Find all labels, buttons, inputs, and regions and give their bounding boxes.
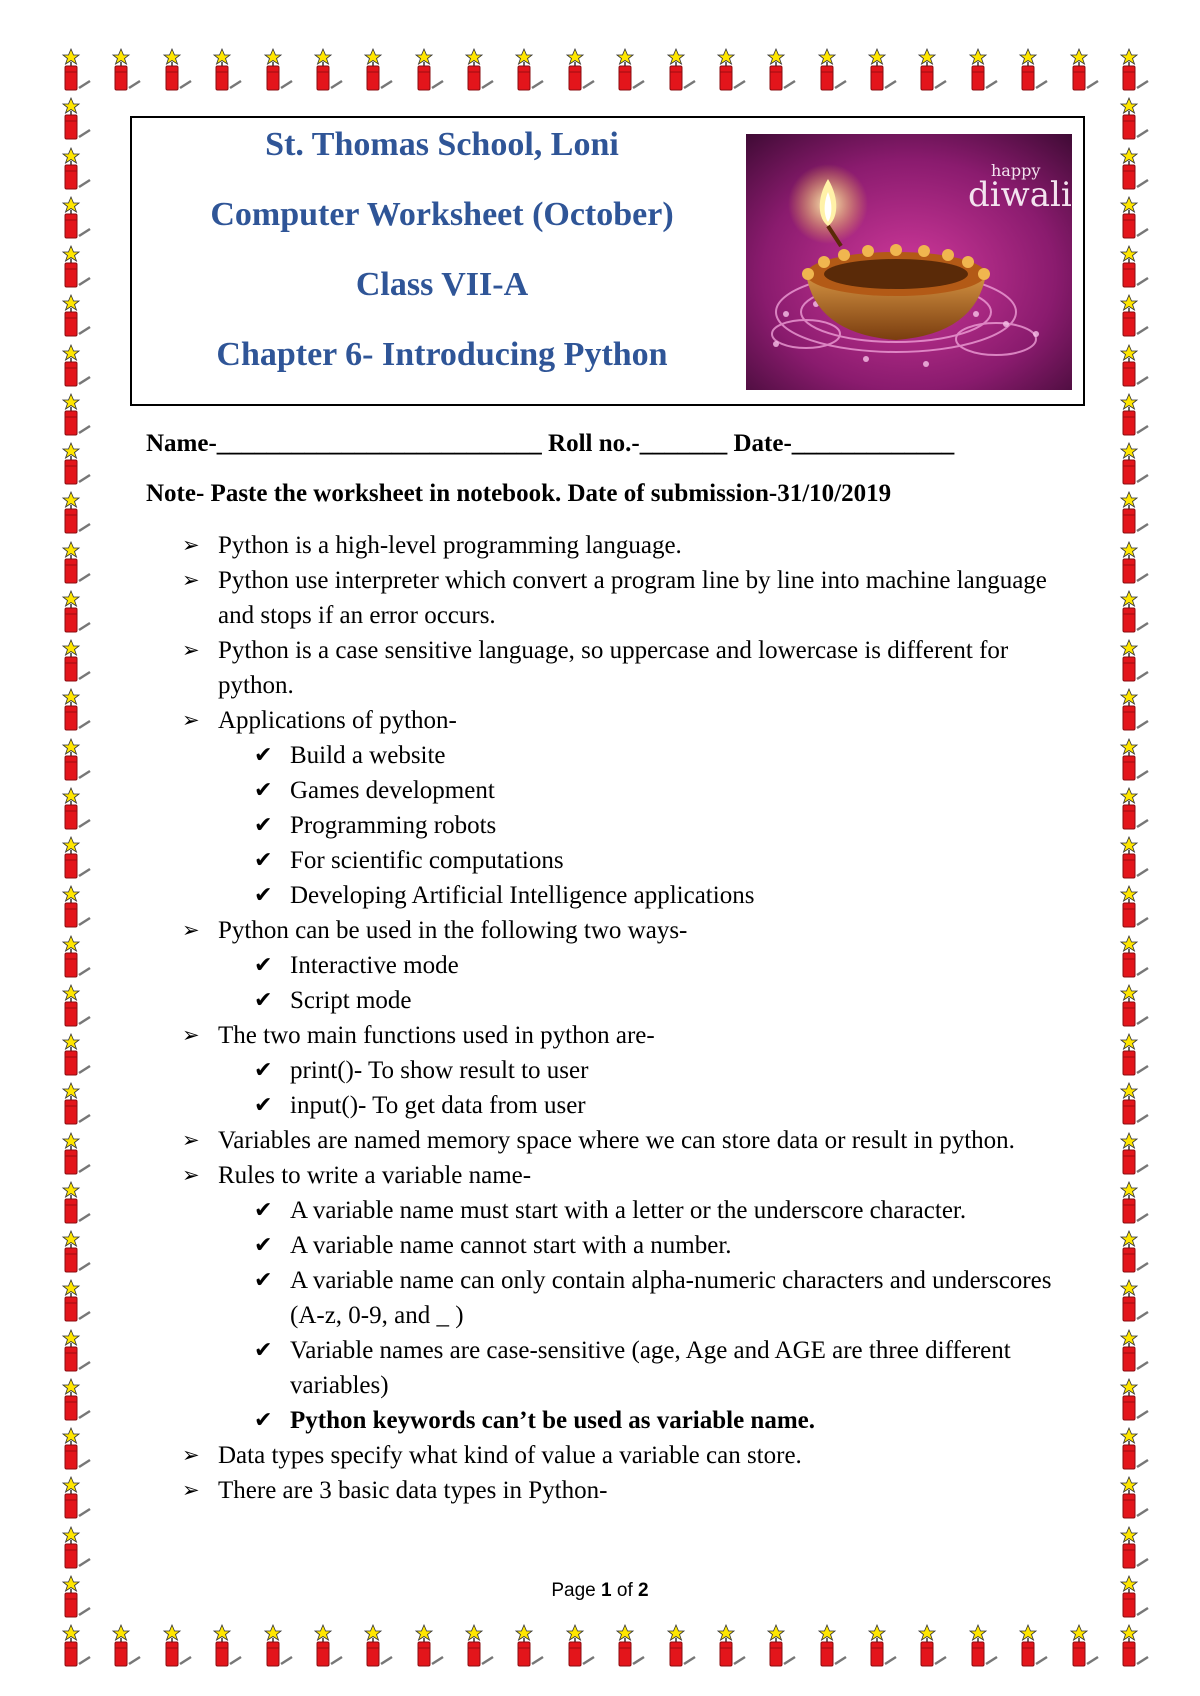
firecracker-icon [564, 1624, 598, 1668]
sub-list-item-text: Python keywords can’t be used as variable name. [290, 1407, 816, 1434]
list-item [182, 1018, 1082, 1053]
list-item [182, 703, 1082, 738]
firecracker-icon [60, 147, 94, 191]
firecracker-icon [765, 1624, 799, 1668]
list-item-text: The two main functions used in python are- [218, 1022, 655, 1049]
firecracker-icon [161, 48, 195, 92]
firecracker-icon [1118, 1476, 1152, 1520]
firecracker-icon [60, 294, 94, 338]
sub-list-item [182, 1228, 1082, 1263]
footer-page-word: Page [551, 1580, 596, 1601]
firecracker-icon [463, 1624, 497, 1668]
checkmark-icon: ✔ [254, 848, 273, 873]
sub-list-item [182, 1333, 1082, 1403]
sub-list-item [182, 738, 1082, 773]
sub-list-item-text: Script mode [290, 987, 412, 1014]
firecracker-icon [866, 48, 900, 92]
image-happy-text: happy [991, 161, 1041, 180]
firecracker-icon [1118, 984, 1152, 1028]
firecracker-icon [60, 1476, 94, 1520]
firecracker-icon [614, 48, 648, 92]
worksheet-title: Computer Worksheet (October) [210, 196, 674, 233]
checkmark-icon: ✔ [254, 1338, 273, 1363]
worksheet-header [130, 116, 1085, 406]
list-item-text: Python is a high-level programming language. [218, 532, 682, 559]
sub-list-item-text: Build a website [290, 742, 446, 769]
sub-list-item-text: print()- To show result to user [290, 1057, 589, 1084]
firecracker-icon [463, 48, 497, 92]
firecracker-icon [1118, 196, 1152, 240]
firecracker-icon [262, 1624, 296, 1668]
sub-list-item-text: Variable names are case-sensitive (age, Age and AGE are three different variables) [290, 1337, 1011, 1399]
sub-list-item-text: Interactive mode [290, 952, 459, 979]
firecracker-icon [1118, 97, 1152, 141]
chapter-title: Chapter 6- Introducing Python [216, 336, 668, 373]
diwali-lamp-image [746, 134, 1072, 390]
list-item [182, 633, 1082, 703]
firecracker-icon [60, 590, 94, 634]
firecracker-icon [362, 1624, 396, 1668]
firecracker-icon [60, 442, 94, 486]
firecracker-icon [413, 48, 447, 92]
firecracker-icon [60, 1033, 94, 1077]
firecracker-icon [60, 688, 94, 732]
firecracker-icon [1118, 147, 1152, 191]
sub-list-item [182, 1053, 1082, 1088]
worksheet-points [182, 528, 1082, 1508]
firecracker-icon [1118, 639, 1152, 683]
firecracker-icon [60, 491, 94, 535]
checkmark-icon: ✔ [254, 883, 273, 908]
firecracker-icon [413, 1624, 447, 1668]
list-item [182, 528, 1082, 563]
checkmark-icon: ✔ [254, 743, 273, 768]
sub-list-item [182, 1403, 1082, 1438]
firecracker-icon [513, 48, 547, 92]
sub-list-item [182, 773, 1082, 808]
checkmark-icon: ✔ [254, 1233, 273, 1258]
checkmark-icon: ✔ [254, 988, 273, 1013]
firecracker-icon [211, 48, 245, 92]
arrow-bullet-icon: ➢ [182, 1128, 200, 1152]
firecracker-icon [1118, 491, 1152, 535]
firecracker-icon [211, 1624, 245, 1668]
list-item [182, 1123, 1082, 1158]
footer-page-number: 1 [601, 1580, 612, 1601]
arrow-bullet-icon: ➢ [182, 918, 200, 942]
firecracker-icon [1118, 787, 1152, 831]
arrow-bullet-icon: ➢ [182, 1443, 200, 1467]
firecracker-icon [60, 1427, 94, 1471]
firecracker-icon [1118, 393, 1152, 437]
firecracker-icon [1118, 1427, 1152, 1471]
firecracker-icon [60, 393, 94, 437]
firecracker-icon [60, 541, 94, 585]
list-item-text: Python is a case sensitive language, so uppercase and lowercase is different for python. [218, 637, 1009, 699]
checkmark-icon: ✔ [254, 1268, 273, 1293]
firecracker-icon [1118, 1378, 1152, 1422]
sub-list-item-text: For scientific computations [290, 847, 564, 874]
checkmark-icon: ✔ [254, 1093, 273, 1118]
firecracker-icon [916, 1624, 950, 1668]
school-name: St. Thomas School, Loni [265, 126, 619, 163]
firecracker-icon [60, 1230, 94, 1274]
firecracker-icon [1118, 294, 1152, 338]
firecracker-icon [1017, 1624, 1051, 1668]
list-item [182, 913, 1082, 948]
name-roll-date-line: Name-__________________________ Roll no.-_______ Date-_____________ [146, 430, 955, 457]
list-item-text: Python can be used in the following two ways- [218, 917, 688, 944]
list-item-text: Applications of python- [218, 707, 457, 734]
sub-list-item [182, 1088, 1082, 1123]
sub-list-item-text: A variable name cannot start with a number. [290, 1232, 732, 1259]
arrow-bullet-icon: ➢ [182, 1478, 200, 1502]
sub-list-item-text: A variable name must start with a letter or the underscore character. [290, 1197, 967, 1224]
arrow-bullet-icon: ➢ [182, 533, 200, 557]
sub-list-item-text: input()- To get data from user [290, 1092, 586, 1119]
arrow-bullet-icon: ➢ [182, 1163, 200, 1187]
firecracker-icon [614, 1624, 648, 1668]
firecracker-icon [1118, 541, 1152, 585]
checkmark-icon: ✔ [254, 1198, 273, 1223]
footer-page-total: 2 [638, 1580, 649, 1601]
firecracker-icon [60, 738, 94, 782]
sub-list-item [182, 1193, 1082, 1228]
firecracker-icon [1118, 1132, 1152, 1176]
sub-list-item [182, 878, 1082, 913]
firecracker-icon [60, 935, 94, 979]
class-name: Class VII-A [355, 266, 529, 303]
submission-note: Note- Paste the worksheet in notebook. Date of submission-31/10/2019 [146, 480, 892, 507]
sub-list-item [182, 843, 1082, 878]
checkmark-icon: ✔ [254, 813, 273, 838]
firecracker-icon [1118, 48, 1152, 92]
list-item [182, 1438, 1082, 1473]
arrow-bullet-icon: ➢ [182, 1023, 200, 1047]
firecracker-icon [60, 1082, 94, 1126]
firecracker-icon [60, 836, 94, 880]
firecracker-icon [1118, 344, 1152, 388]
firecracker-icon [765, 48, 799, 92]
firecracker-icon [1118, 590, 1152, 634]
firecracker-icon [1118, 1181, 1152, 1225]
checkmark-icon: ✔ [254, 1408, 273, 1433]
list-item [182, 1158, 1082, 1193]
list-item-text: Python use interpreter which convert a program line by line into machine language and stops if an error occurs. [218, 567, 1047, 629]
firecracker-icon [1118, 688, 1152, 732]
list-item-text: Data types specify what kind of value a variable can store. [218, 1442, 802, 1469]
list-item-text: Rules to write a variable name- [218, 1162, 532, 1189]
firecracker-icon [916, 48, 950, 92]
firecracker-icon [60, 344, 94, 388]
firecracker-icon [1118, 836, 1152, 880]
firecracker-icon [262, 48, 296, 92]
footer-of-word: of [616, 1580, 633, 1601]
firecracker-icon [1118, 1033, 1152, 1077]
firecracker-icon [1118, 442, 1152, 486]
firecracker-icon [60, 787, 94, 831]
sub-list-item [182, 983, 1082, 1018]
firecracker-icon [715, 48, 749, 92]
firecracker-icon [816, 48, 850, 92]
firecracker-icon [564, 48, 598, 92]
checkmark-icon: ✔ [254, 778, 273, 803]
firecracker-icon [1017, 48, 1051, 92]
firecracker-icon [967, 48, 1001, 92]
firecracker-icon [60, 245, 94, 289]
arrow-bullet-icon: ➢ [182, 708, 200, 732]
list-item-text: Variables are named memory space where we can store data or result in python. [218, 1127, 1015, 1154]
firecracker-icon [1118, 245, 1152, 289]
firecracker-icon [60, 97, 94, 141]
sub-list-item [182, 1263, 1082, 1333]
firecracker-icon [665, 48, 699, 92]
firecracker-icon [1118, 1624, 1152, 1668]
firecracker-icon [816, 1624, 850, 1668]
firecracker-icon [312, 1624, 346, 1668]
firecracker-icon [60, 1526, 94, 1570]
sub-list-item-text: Programming robots [290, 812, 497, 839]
firecracker-icon [60, 1279, 94, 1323]
checkmark-icon: ✔ [254, 1058, 273, 1083]
firecracker-icon [1118, 935, 1152, 979]
sub-list-item-text: A variable name can only contain alpha-numeric characters and underscores (A-z, 0-9, and _ ) [290, 1267, 1052, 1329]
firecracker-icon [1118, 1082, 1152, 1126]
firecracker-icon [1118, 885, 1152, 929]
sub-list-item-text: Developing Artificial Intelligence applications [290, 882, 755, 909]
firecracker-icon [312, 48, 346, 92]
checkmark-icon: ✔ [254, 953, 273, 978]
sub-list-item-text: Games development [290, 777, 495, 804]
firecracker-icon [110, 1624, 144, 1668]
arrow-bullet-icon: ➢ [182, 638, 200, 662]
list-item [182, 563, 1082, 633]
firecracker-icon [60, 1624, 94, 1668]
firecracker-icon [161, 1624, 195, 1668]
firecracker-icon [866, 1624, 900, 1668]
image-diwali-text: diwali [968, 175, 1072, 215]
header-titles [132, 118, 752, 404]
firecracker-icon [967, 1624, 1001, 1668]
firecracker-icon [110, 48, 144, 92]
firecracker-icon [362, 48, 396, 92]
firecracker-icon [60, 196, 94, 240]
sub-list-item [182, 808, 1082, 843]
firecracker-icon [1118, 738, 1152, 782]
firecracker-icon [60, 1132, 94, 1176]
page-footer [0, 1580, 1200, 1602]
list-item-text: There are 3 basic data types in Python- [218, 1477, 608, 1504]
firecracker-icon [60, 885, 94, 929]
firecracker-icon [60, 984, 94, 1028]
list-item [182, 1473, 1082, 1508]
firecracker-icon [60, 1378, 94, 1422]
firecracker-icon [1068, 48, 1102, 92]
arrow-bullet-icon: ➢ [182, 568, 200, 592]
firecracker-icon [1118, 1279, 1152, 1323]
firecracker-icon [60, 1329, 94, 1373]
firecracker-icon [60, 1181, 94, 1225]
firecracker-icon [665, 1624, 699, 1668]
firecracker-icon [60, 639, 94, 683]
firecracker-icon [1118, 1230, 1152, 1274]
sub-list-item [182, 948, 1082, 983]
firecracker-icon [1118, 1526, 1152, 1570]
firecracker-icon [1118, 1329, 1152, 1373]
firecracker-icon [1068, 1624, 1102, 1668]
firecracker-icon [60, 48, 94, 92]
firecracker-icon [715, 1624, 749, 1668]
firecracker-icon [513, 1624, 547, 1668]
